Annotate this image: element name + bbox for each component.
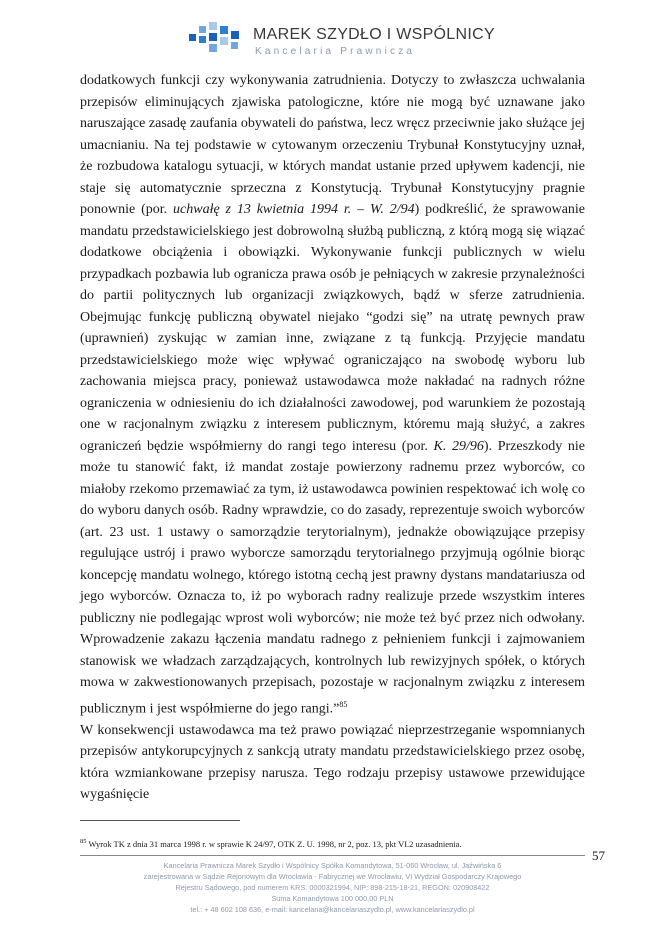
footer-line: Suma Komandytowa 100 000,00 PLN — [271, 894, 394, 903]
footer-line: Kancelaria Prawnicza Marek Szydło i Wspólnicy Spółka Komandytowa, 51-060 Wrocław, ul. Jaźwińska 6 — [163, 861, 502, 870]
footer-line: tel.: + 48 602 108 636, e-mail: kancelaria@kancelariaszydlo.pl, www.kancelariaszydlo.pl — [190, 905, 475, 914]
footer-divider — [80, 855, 585, 856]
footnote-number: 85 — [80, 838, 87, 845]
firm-tagline: Kancelaria Prawnicza — [255, 46, 416, 57]
paragraph — [80, 720, 585, 806]
footer — [80, 860, 585, 915]
text-run: dodatkowych funkcji czy wykonywania zatrudnienia. Dotyczy to zwłaszcza uchwalania przepisów eliminujących zjawiska patologiczne, które nie mogą być uznawane jako naruszające zasadę zaufania obywateli do państwa, lecz wręcz przeciwnie jako służące jej umacnianiu. Na tej podstawie w cytowanym orzeczeniu Trybunał Konstytucyjny uznał, że rozbudowa katalogu sytuacji, w których mandat ustanie przed upływem kadencji, nie staje się automatycznie sprzeczna z Konstytucją. Trybunał Konstytucyjny pragnie ponownie (por. — [80, 73, 585, 217]
text-run: ). Przeszkody nie może tu stanowić fakt, iż mandat zostaje powierzony radnemu przez wyborców, co miałoby rzekomo przemawiać za tym, iż ustawodawca powinien respektować ich wolę co do wyboru danych osób. Radny wprawdzie, co do zasady, reprezentuje swoich wyborców (art. 23 ust. 1 ustawy o samorządzie terytorialnym), jednakże obowiązujące przepisy regulujące ustrój i prawo wyborcze samorządu terytorialnego przyjmują ogólnie biorąc koncepcję mandatu wolnego, którego istotną cechą jest prawny dystans mandatariusza od jego wyborców. Oznacza to, iż po wyborach radny realizuje przede wszystkim interes publiczny nie podlegając wprost woli wyborców; nie może też być przez nich odwołany. Wprowadzenie zakazu łączenia mandatu radnego z pełnieniem funkcji i zajmowaniem stanowisk we władzach zarządzających, kontrolnych lub rewizyjnych spółek, o których mowa w zakwestionowanych przepisach, pozostaje w racjonalnym związku z interesem publicznym i jest współmierne do jego rangi.” — [80, 438, 586, 717]
firm-name: MAREK SZYDŁO I WSPÓLNICY — [253, 26, 495, 43]
text-run: W konsekwencji ustawodawca ma też prawo powiązać nieprzestrzeganie wspomnianych przepisów antykorupcyjnych z sankcją utraty mandatu przedstawicielskiego przez osobę, która wzmiankowane przepisy narusza. Tego rodzaju przepisy ustawowe przewidujące wygaśnięcie — [80, 722, 585, 803]
text-run: ) podkreślić, że sprawowanie mandatu przedstawicielskiego jest dobrowolną służbą publiczną, z którą mogą się wiązać dodatkowe obciążenia i obowiązki. Wykonywanie funkcji publicznych w wielu przypadkach pozbawia lub ogranicza prawa osób je pełniących w zakresie przynależności do partii politycznych lub organizacji związkowych, bądź w sferze zatrudnienia. Obejmując funkcję publiczną obywatel niejako “godzi się” na utratę pewnych praw (uprawnień) zyskując w zamian inne, związane z tą funkcją. Przyjęcie mandatu przedstawicielskiego może więc wpływać ograniczająco na swobodę wyboru lub zachowania miejsca pracy, ponieważ ustawodawca może nakładać na radnych różne ograniczenia w odniesieniu do ich działalności zawodowej, pod warunkiem że pozostają one w racjonalnym związku z interesem publicznym, któremu mają służyć, a zakres ograniczeń będzie współmierny do rangi tego interesu (por. — [80, 202, 586, 454]
footnote-divider — [80, 820, 240, 821]
citation: K. 29/96 — [433, 438, 484, 454]
footer-line: Rejestru Sądowego, pod numerem KRS: 0000321994, NIP: 898-215-18-21, REGON: 020908422 — [175, 883, 490, 892]
paragraph — [80, 70, 585, 720]
page-number: 57 — [592, 848, 605, 863]
citation: uchwałę z 13 kwietnia 1994 r. – W. 2/94 — [173, 202, 415, 217]
footnote — [80, 836, 580, 850]
page-body — [80, 70, 585, 806]
footer-line: zarejestrowana w Sądzie Rejonowym dla Wrocławia - Fabrycznej we Wrocławiu, VI Wydział Gospodarczy Krajowego — [143, 872, 522, 881]
footnote-ref: 85 — [339, 699, 348, 709]
logo-mark-icon — [187, 20, 247, 60]
firm-logo — [187, 20, 495, 62]
footnote-text: Wyrok TK z dnia 31 marca 1998 r. w sprawie K 24/97, OTK Z. U. 1998, nr 2, poz. 13, pkt VI.2 uzasadnienia. — [86, 838, 462, 849]
